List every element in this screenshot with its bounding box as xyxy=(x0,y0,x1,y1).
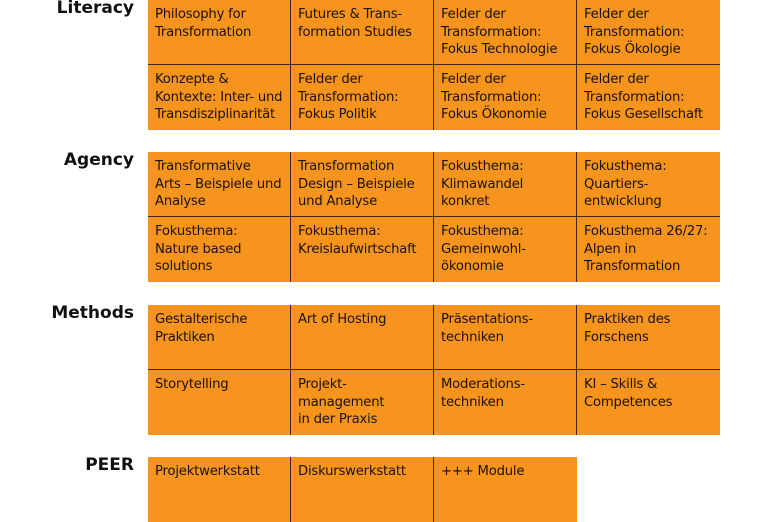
group-label: Agency xyxy=(63,150,134,170)
module-cell: Gestalterische Praktiken xyxy=(148,305,291,370)
module-cell: Präsentations- techniken xyxy=(434,305,577,370)
module-cell: Storytelling xyxy=(148,370,291,435)
module-cell: Konzepte & Kontexte: Inter- und Transdisziplinarität xyxy=(148,65,291,130)
module-cell: +++ Module xyxy=(434,457,577,522)
module-grid xyxy=(148,0,720,130)
module-cell: Diskurswerkstatt xyxy=(291,457,434,522)
module-cell: Fokusthema: Quartiers- entwicklung xyxy=(577,152,720,217)
group-label: Methods xyxy=(51,303,134,323)
module-cell: Fokusthema: Kreislaufwirtschaft xyxy=(291,217,434,282)
module-cell: Transformative Arts – Beispiele und Analyse xyxy=(148,152,291,217)
module-cell: Felder der Transformation: Fokus Ökologie xyxy=(577,0,720,65)
module-cell: Futures & Trans- formation Studies xyxy=(291,0,434,65)
group-label: PEER xyxy=(85,455,134,475)
module-cell: Art of Hosting xyxy=(291,305,434,370)
module-cell: Felder der Transformation: Fokus Technologie xyxy=(434,0,577,65)
module-cell: Philosophy for Transformation xyxy=(148,0,291,65)
module-cell: Projektwerkstatt xyxy=(148,457,291,522)
module-cell: Felder der Transformation: Fokus Politik xyxy=(291,65,434,130)
module-cell: Fokusthema: Nature based solutions xyxy=(148,217,291,282)
module-cell: Praktiken des Forschens xyxy=(577,305,720,370)
module-grid xyxy=(148,305,720,435)
group-label: Literacy xyxy=(56,0,134,18)
module-cell: Fokusthema 26/27: Alpen in Transformation xyxy=(577,217,720,282)
module-cell: Felder der Transformation: Fokus Ökonomie xyxy=(434,65,577,130)
module-cell: Projekt- management in der Praxis xyxy=(291,370,434,435)
module-cell: Moderations- techniken xyxy=(434,370,577,435)
module-grid xyxy=(148,152,720,282)
module-cell: Felder der Transformation: Fokus Gesellschaft xyxy=(577,65,720,130)
module-cell: Transformation Design – Beispiele und Analyse xyxy=(291,152,434,217)
module-cell: Fokusthema: Klimawandel konkret xyxy=(434,152,577,217)
module-cell: KI – Skills & Competences xyxy=(577,370,720,435)
module-cell: Fokusthema: Gemeinwohl- ökonomie xyxy=(434,217,577,282)
module-grid xyxy=(148,457,720,522)
